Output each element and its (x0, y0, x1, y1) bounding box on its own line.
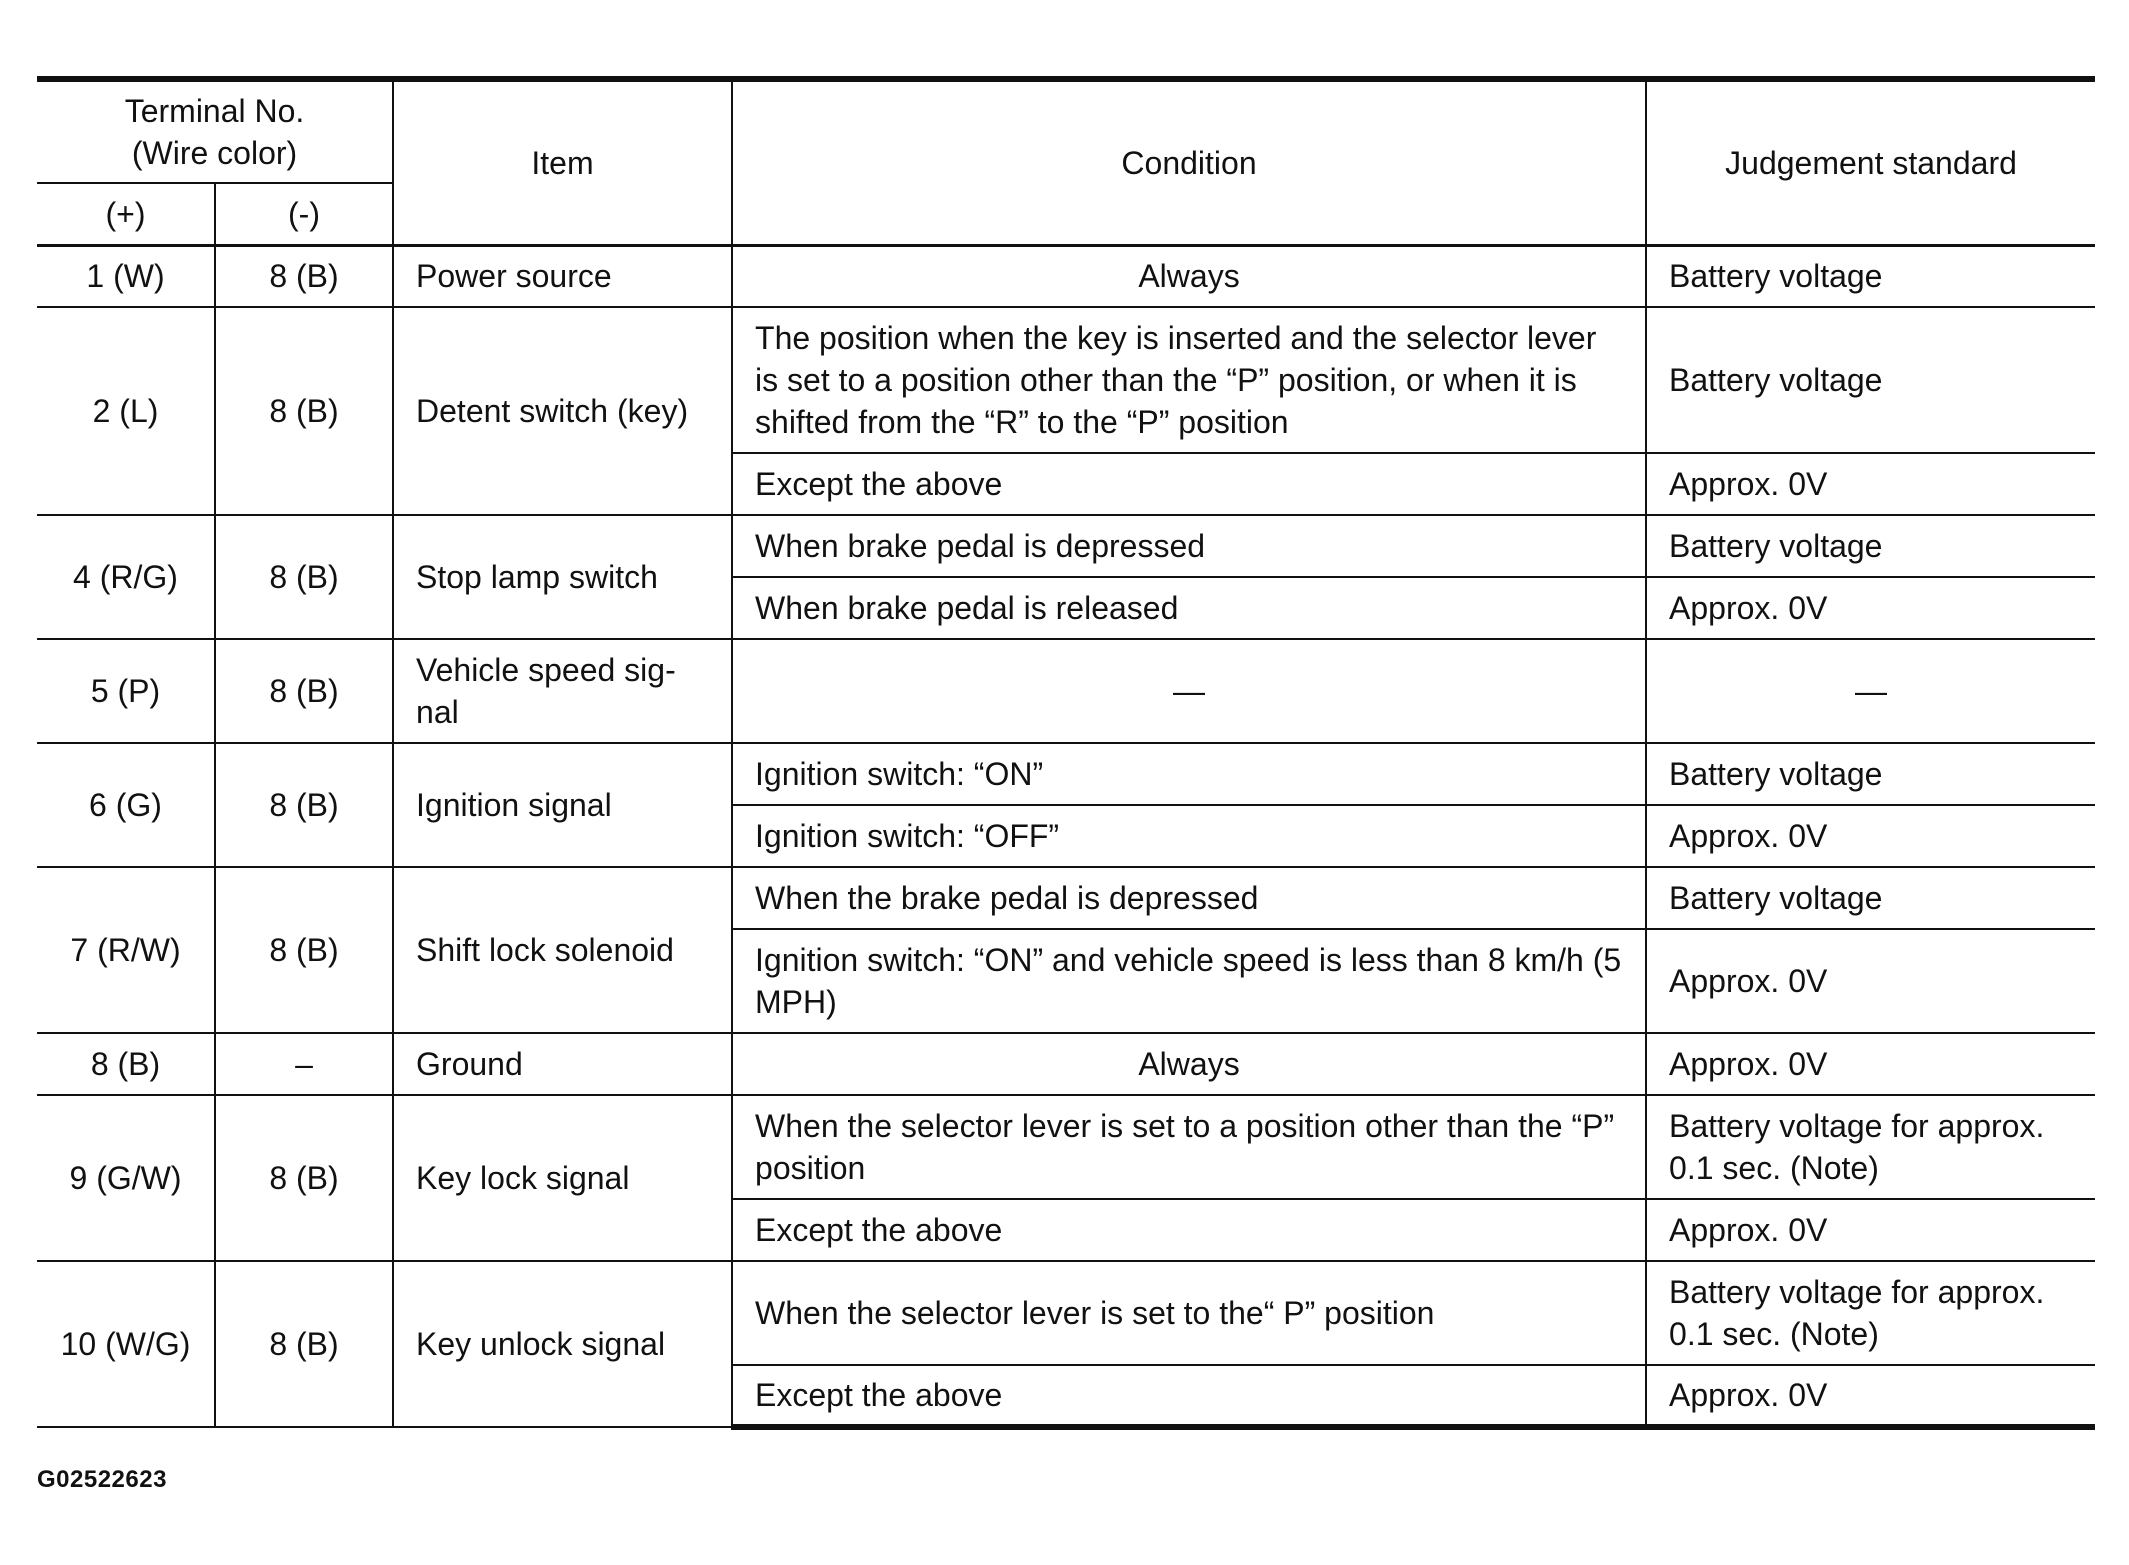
judgement-cell: Approx. 0V (1646, 1365, 2095, 1427)
header-condition: Condition (732, 79, 1646, 245)
condition-cell: Ignition switch: “ON” and vehicle speed is less than 8 km/h (5 MPH) (732, 929, 1646, 1033)
table-row (37, 245, 2095, 307)
condition-cell: When the selector lever is set to a position other than the “P” position (732, 1095, 1646, 1199)
header-plus: (+) (37, 183, 215, 245)
condition-cell: When brake pedal is depressed (732, 515, 1646, 577)
table-row (37, 867, 2095, 929)
terminal-minus-cell: 8 (B) (215, 1261, 393, 1427)
judgement-cell: Approx. 0V (1646, 577, 2095, 639)
condition-cell: Except the above (732, 1199, 1646, 1261)
terminal-plus-cell: 8 (B) (37, 1033, 215, 1095)
terminal-minus-cell: 8 (B) (215, 245, 393, 307)
condition-cell: Except the above (732, 453, 1646, 515)
condition-cell: — (732, 639, 1646, 743)
judgement-cell: Approx. 0V (1646, 1199, 2095, 1261)
table-header (37, 79, 2095, 245)
terminal-plus-cell: 5 (P) (37, 639, 215, 743)
judgement-cell: Battery voltage for approx. 0.1 sec. (Note) (1646, 1261, 2095, 1365)
judgement-cell: Approx. 0V (1646, 1033, 2095, 1095)
judgement-cell: Battery voltage for approx. 0.1 sec. (Note) (1646, 1095, 2095, 1199)
item-cell: Vehicle speed sig-nal (393, 639, 732, 743)
item-cell: Ground (393, 1033, 732, 1095)
header-judgement-standard: Judgement standard (1646, 79, 2095, 245)
condition-cell: Except the above (732, 1365, 1646, 1427)
table-row (37, 743, 2095, 805)
header-terminal-no (37, 79, 393, 183)
table-row (37, 515, 2095, 577)
header-wire-color-label: (Wire color) (131, 135, 298, 171)
terminal-plus-cell: 10 (W/G) (37, 1261, 215, 1427)
table-row (37, 1095, 2095, 1199)
judgement-cell: Battery voltage (1646, 307, 2095, 453)
judgement-cell: — (1646, 639, 2095, 743)
condition-cell: When brake pedal is released (732, 577, 1646, 639)
judgement-cell: Approx. 0V (1646, 453, 2095, 515)
judgement-cell: Approx. 0V (1646, 929, 2095, 1033)
figure-id: G02522623 (37, 1466, 167, 1493)
item-cell: Power source (393, 245, 732, 307)
item-cell: Shift lock solenoid (393, 867, 732, 1033)
table-row (37, 1261, 2095, 1365)
terminal-plus-cell: 6 (G) (37, 743, 215, 867)
judgement-cell: Battery voltage (1646, 245, 2095, 307)
terminal-plus-cell: 9 (G/W) (37, 1095, 215, 1261)
terminal-minus-cell: 8 (B) (215, 307, 393, 515)
condition-cell: Always (732, 1033, 1646, 1095)
terminal-plus-cell: 7 (R/W) (37, 867, 215, 1033)
condition-cell: The position when the key is inserted and the selector lever is set to a position other than the “P” position, or when it is shifted from the “R” to the “P” position (732, 307, 1646, 453)
terminal-plus-cell: 4 (R/G) (37, 515, 215, 639)
terminal-minus-cell: 8 (B) (215, 515, 393, 639)
terminal-minus-cell: – (215, 1033, 393, 1095)
header-item: Item (393, 79, 732, 245)
judgement-cell: Battery voltage (1646, 515, 2095, 577)
terminal-minus-cell: 8 (B) (215, 639, 393, 743)
terminal-minus-cell: 8 (B) (215, 1095, 393, 1261)
terminal-minus-cell: 8 (B) (215, 867, 393, 1033)
condition-cell: When the selector lever is set to the“ P” position (732, 1261, 1646, 1365)
terminal-minus-cell: 8 (B) (215, 743, 393, 867)
item-cell: Detent switch (key) (393, 307, 732, 515)
judgement-cell: Approx. 0V (1646, 805, 2095, 867)
item-cell: Stop lamp switch (393, 515, 732, 639)
condition-cell: Ignition switch: “OFF” (732, 805, 1646, 867)
table-body (37, 245, 2095, 1427)
header-minus: (-) (215, 183, 393, 245)
item-cell: Key unlock signal (393, 1261, 732, 1427)
condition-cell: Ignition switch: “ON” (732, 743, 1646, 805)
terminal-plus-cell: 2 (L) (37, 307, 215, 515)
condition-cell: When the brake pedal is depressed (732, 867, 1646, 929)
table-row (37, 307, 2095, 453)
terminal-plus-cell: 1 (W) (37, 245, 215, 307)
header-terminal-no-label: Terminal No. (124, 93, 305, 129)
judgement-cell: Battery voltage (1646, 743, 2095, 805)
terminal-spec-table (37, 76, 2095, 1430)
item-cell: Ignition signal (393, 743, 732, 867)
condition-cell: Always (732, 245, 1646, 307)
judgement-cell: Battery voltage (1646, 867, 2095, 929)
table-row (37, 639, 2095, 743)
table-row (37, 1033, 2095, 1095)
item-cell: Key lock signal (393, 1095, 732, 1261)
